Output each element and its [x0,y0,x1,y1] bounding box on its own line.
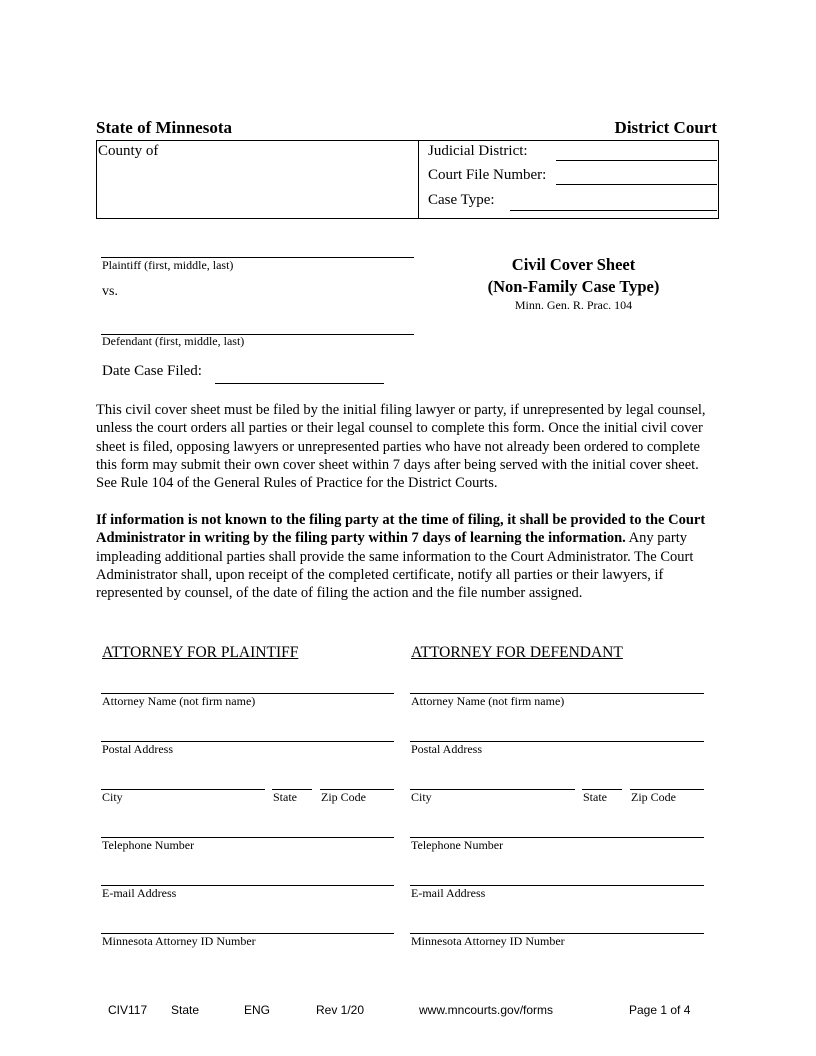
date-filed-field[interactable] [215,383,384,384]
case-type-field[interactable] [510,210,717,211]
plaintiff-postal-address-label: Postal Address [102,742,174,756]
date-filed-label: Date Case Filed: [102,363,202,379]
instructions-paragraph-2 [96,511,720,602]
defendant-attorney-id-label: Minnesota Attorney ID Number [411,934,565,948]
footer-page-number: Page 1 of 4 [629,1003,691,1017]
judicial-district-label: Judicial District: [428,143,528,159]
instructions-rest-text: Any party impleading additional parties shall provide the same information to the Court Administrator. The Court Administrator shall, upon receipt of the completed certificate, notify all parties or their lawyers, if represented by counsel, of the date of filing the action and the file number assigned. [96,530,694,602]
footer-revision: Rev 1/20 [316,1003,365,1017]
judicial-district-field[interactable] [556,160,717,161]
case-type-label: Case Type: [428,192,495,208]
caption-box-divider [418,140,419,219]
plaintiff-telephone-label: Telephone Number [102,838,195,852]
defendant-postal-address-label: Postal Address [411,742,483,756]
defendant-telephone-label: Telephone Number [411,838,504,852]
instructions-paragraph-1: This civil cover sheet must be filed by the initial filing lawyer or party, if unrepresented by legal counsel, unless the court orders all parties or their legal counsel to complete this form. Once the initial civil cover sheet is filed, opposing lawyers or unrepresented parties who have not already been ordered to complete this form may submit their own cover sheet within 7 days after being served with the initial cover sheet. See Rule 104 of the General Rules of Practice for the District Courts. [96,402,706,492]
footer-url[interactable]: www.mncourts.gov/forms [419,1003,554,1017]
caption-box [96,140,719,219]
plaintiff-label: Plaintiff (first, middle, last) [102,258,234,272]
defendant-state-label: State [583,790,607,804]
attorney-defendant-title: ATTORNEY FOR DEFENDANT [411,644,623,661]
plaintiff-city-field[interactable] [101,789,265,790]
county-label: County of [98,143,159,159]
attorney-plaintiff-title: ATTORNEY FOR PLAINTIFF [102,644,299,661]
court-file-number-field[interactable] [556,184,717,185]
plaintiff-zip-label: Zip Code [321,790,366,804]
defendant-zip-label: Zip Code [631,790,676,804]
vs-label: vs. [102,284,118,299]
defendant-email-label: E-mail Address [411,886,486,900]
footer-language: ENG [244,1003,271,1017]
footer-category: State [171,1003,200,1017]
plaintiff-city-label: City [102,790,123,804]
form-title: Civil Cover Sheet [511,255,636,274]
defendant-city-label: City [411,790,432,804]
defendant-label: Defendant (first, middle, last) [102,334,245,348]
court-heading: District Court [614,118,717,137]
defendant-city-field[interactable] [410,789,575,790]
footer-form-id: CIV117 [108,1003,148,1017]
defendant-attorney-name-label: Attorney Name (not firm name) [411,694,565,708]
instructions-bold-text: If information is not known to the filing party at the time of filing, it shall be provided to the Court Administrator in writing by the filing party within 7 days of learning the information. [96,512,706,547]
rule-citation: Minn. Gen. R. Prac. 104 [514,298,633,312]
plaintiff-state-label: State [273,790,297,804]
plaintiff-email-label: E-mail Address [102,886,177,900]
court-file-number-label: Court File Number: [428,167,547,183]
plaintiff-attorney-id-label: Minnesota Attorney ID Number [102,934,256,948]
form-subtitle: (Non-Family Case Type) [487,277,660,296]
state-heading: State of Minnesota [96,118,232,137]
plaintiff-attorney-name-label: Attorney Name (not firm name) [102,694,256,708]
